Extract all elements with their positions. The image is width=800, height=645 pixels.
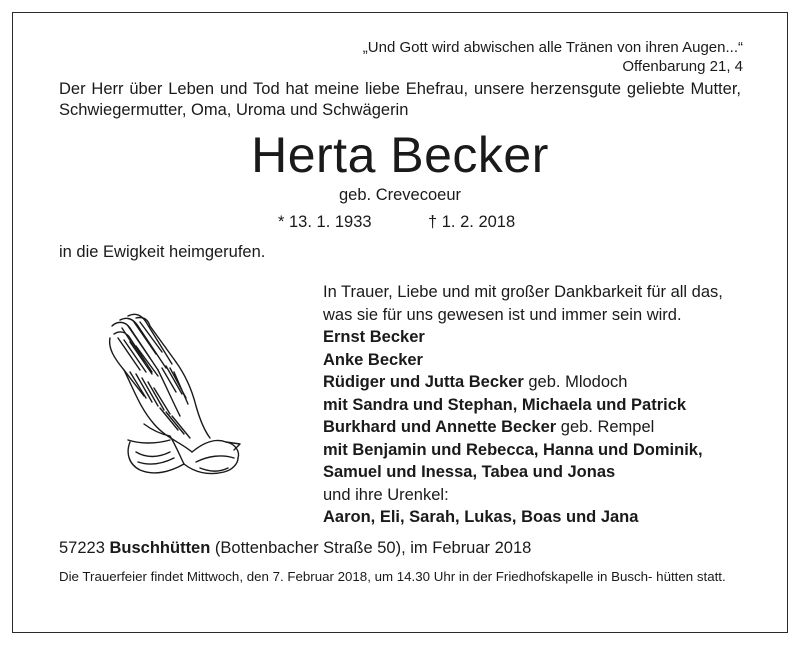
funeral-service-note: Die Trauerfeier findet Mittwoch, den 7. Februar 2018, um 14.30 Uhr in der Friedhofskapelle in Busch- hütten statt. <box>59 569 726 584</box>
death-date: † 1. 2. 2018 <box>428 213 516 231</box>
birth-name: geb. Crevecoeur <box>339 186 461 204</box>
mourner-ernst: Ernst Becker <box>323 328 425 346</box>
mourner-burkhard-names: Burkhard und Annette Becker <box>323 418 557 436</box>
location-rest: (Bottenbacher Straße 50), im Februar 2018 <box>210 539 532 557</box>
mourner-burkhard-children: mit Benjamin und Rebecca, Hanna und Dominik, <box>323 440 703 459</box>
mourner-burkhard <box>323 416 723 439</box>
great-grandchildren-names: Aaron, Eli, Sarah, Lukas, Boas und Jana <box>323 508 639 526</box>
mourner-burkhard-birthname: geb. Rempel <box>556 418 655 436</box>
mourner-ruediger <box>323 371 723 394</box>
great-grandchildren-label: und ihre Urenkel: <box>323 485 449 504</box>
location-line <box>59 539 531 558</box>
quote-text: „Und Gott wird abwischen alle Tränen von ihren Augen...“ <box>362 39 743 56</box>
deceased-name: Herta Becker <box>251 127 549 183</box>
location-town: Buschhütten <box>109 539 211 557</box>
birth-date: * 13. 1. 1933 <box>278 213 372 231</box>
mourners-intro-line: was sie für uns gewesen ist und immer sein wird. <box>323 305 682 324</box>
mourner-anke: Anke Becker <box>323 350 423 369</box>
mourners-list <box>323 281 723 529</box>
quote-source: Offenbarung 21, 4 <box>622 58 743 75</box>
intro-text: Der Herr über Leben und Tod hat meine liebe Ehefrau, unsere herzensgute geliebte Mutter, Schwiegermutter, Oma, Uroma und Schwägerin <box>59 80 741 119</box>
mourner-ruediger-children: mit Sandra und Stephan, Michaela und Patrick <box>323 395 687 414</box>
bible-quote <box>363 38 743 76</box>
mourner-ruediger-birthname: geb. Mlodoch <box>523 373 628 391</box>
called-home-text: in die Ewigkeit heimgerufen. <box>59 243 266 261</box>
praying-hands-icon <box>100 312 250 497</box>
mourner-burkhard-children: Samuel und Inessa, Tabea und Jonas <box>323 463 616 481</box>
mourner-ruediger-names: Rüdiger und Jutta Becker <box>323 373 524 391</box>
location-zip: 57223 <box>59 539 105 557</box>
mourners-intro-line: In Trauer, Liebe und mit großer Dankbarkeit für all das, <box>323 283 723 301</box>
